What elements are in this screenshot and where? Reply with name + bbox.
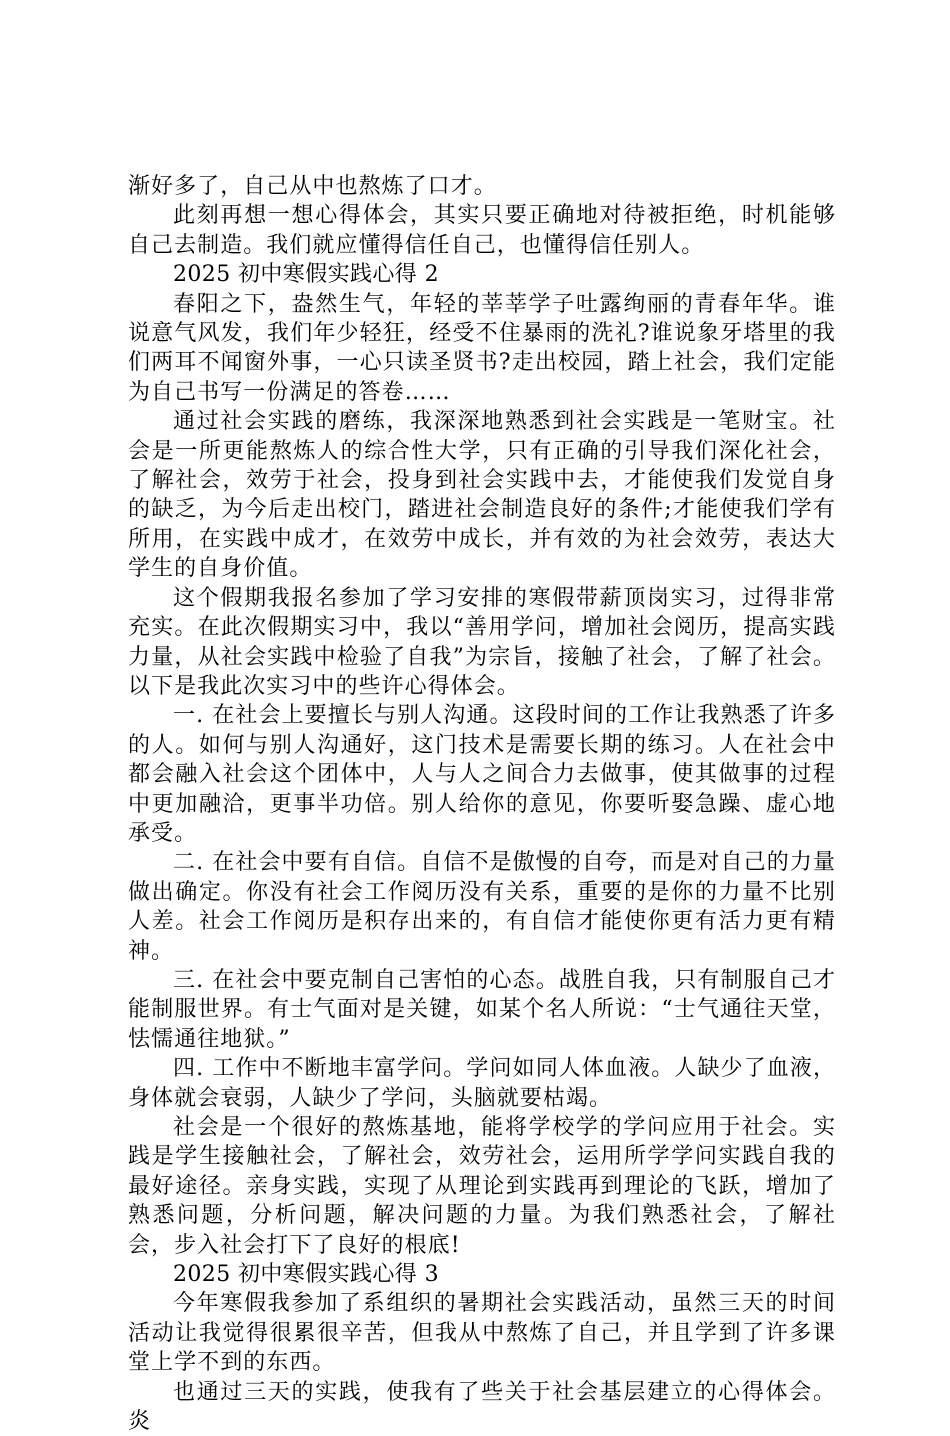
paragraph-point-four: 四. 工作中不断地丰富学问。学问如同人体血液。人缺少了血液，身体就会衰弱，人缺少了学问，头脑就要枯竭。 [128,1056,836,1111]
document-page [128,172,836,1436]
paragraph-winter-activity: 今年寒假我参加了系组织的暑期社会实践活动，虽然三天的时间活动让我觉得很累很辛苦，但我从中熬炼了自己，并且学到了许多课堂上学不到的东西。 [128,1291,836,1376]
paragraph-point-one: 一. 在社会上要擅长与别人沟通。这段时间的工作让我熟悉了许多的人。如何与别人沟通好，这门技术是需要长期的练习。人在社会中都会融入社会这个团体中，人与人之间合力去做事，使其做事的过程中更加融洽，更事半功倍。别人给你的意见，你要听娶急躁、虚心地承受。 [128,703,836,846]
paragraph-continuation: 渐好多了，自己从中也熬炼了口才。 [128,174,497,199]
paragraph-conclusion: 社会是一个很好的熬炼基地，能将学校学的学问应用于社会。实践是学生接触社会，了解社会，效劳社会，运用所学学问实践自我的最好途径。亲身实践，实现了从理论到实践再到理论的飞跃，增加了熟悉问题，分析问题，解决问题的力量。为我们熟悉社会，了解社会，步入社会打下了良好的根底! [128,1115,836,1258]
section-heading-3: 2025 初中寒假实践心得 3 [173,1262,439,1288]
paragraph-social-practice-value: 通过社会实践的磨练，我深深地熟悉到社会实践是一笔财宝。社会是一所更能熬炼人的综合性大学，只有正确的引导我们深化社会，了解社会，效劳于社会，投身到社会实践中去，才能使我们发觉自身的缺乏，为今后走出校门，踏进社会制造良好的条件;才能使我们学有所用，在实践中成才，在效劳中成长，并有效的为社会效劳，表达大学生的自身价值。 [128,409,836,582]
paragraph-internship: 这个假期我报名参加了学习安排的寒假带薪顶岗实习，过得非常充实。在此次假期实习中，我以“善用学问，增加社会阅历，提高实践力量，从社会实践中检验了自我”为宗旨，接触了社会，了解了社会。以下是我此次实习中的些许心得体会。 [128,585,836,699]
paragraph-spring-intro: 春阳之下，盎然生气，年轻的莘莘学子吐露绚丽的青春年华。谁说意气风发，我们年少轻狂，经受不住暴雨的洗礼?谁说象牙塔里的我们两耳不闻窗外事，一心只读圣贤书?走出校园，踏上社会，我们定能为自己书写一份满足的答卷…… [128,291,836,405]
paragraph-grassroots-reflection: 也通过三天的实践，使我有了些关于社会基层建立的心得体会。炎 [128,1379,836,1435]
paragraph-point-three: 三. 在社会中要克制自己害怕的心态。战胜自我，只有制服自己才能制服世界。有士气面对是关键，如某个名人所说：“士气通往天堂，怯懦通往地狱。” [128,967,836,1052]
paragraph-reflection-summary: 此刻再想一想心得体会，其实只要正确地对待被拒绝，时机能够自己去制造。我们就应懂得信任自己，也懂得信任别人。 [128,203,836,258]
section-heading-2: 2025 初中寒假实践心得 2 [173,262,439,288]
paragraph-point-two: 二. 在社会中要有自信。自信不是傲慢的自夸，而是对自己的力量做出确定。你没有社会工作阅历没有关系，重要的是你的力量不比别人差。社会工作阅历是积存出来的，有自信才能使你更有活力更有精神。 [128,850,836,964]
